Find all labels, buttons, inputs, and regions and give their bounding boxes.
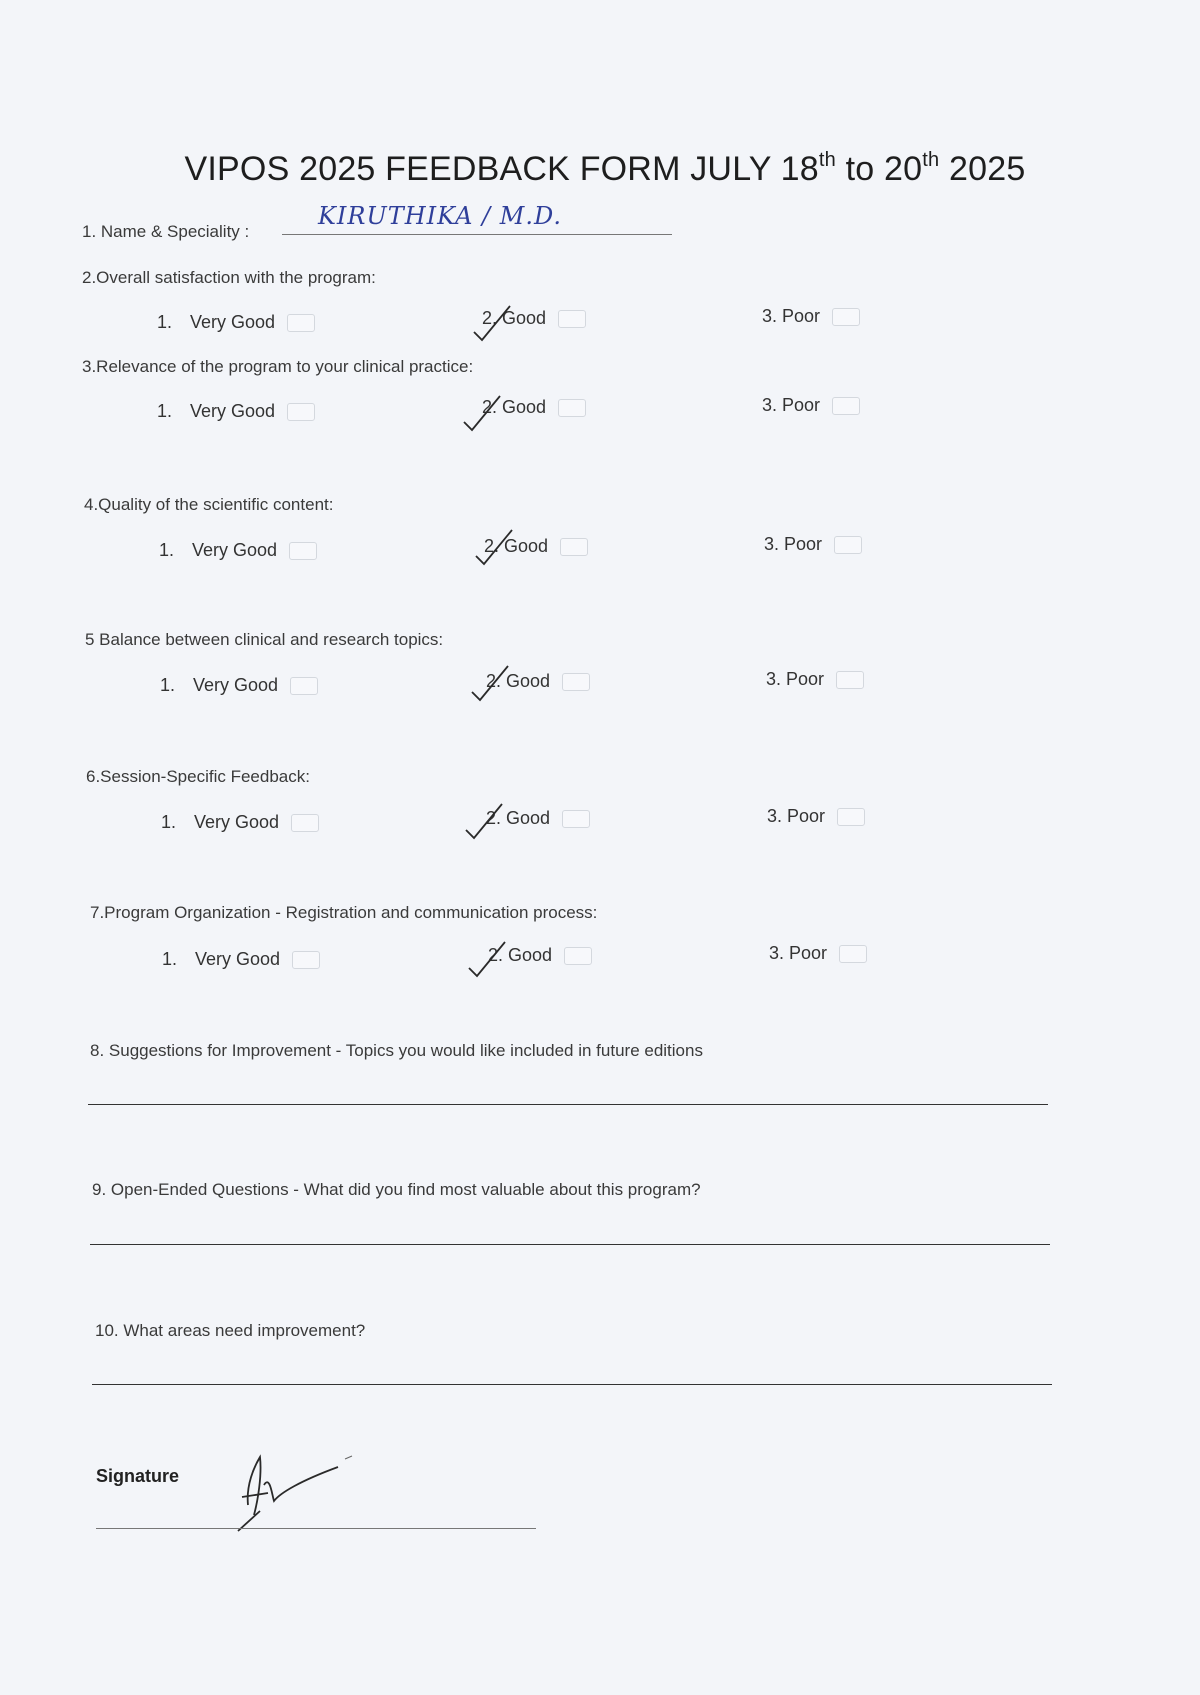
option-label: Very Good bbox=[194, 812, 280, 832]
option-label: Very Good bbox=[193, 675, 279, 695]
option-label: 3. Poor bbox=[766, 669, 825, 689]
q7-checkmark-icon bbox=[465, 938, 509, 982]
option-number: 1. bbox=[157, 401, 173, 421]
option-label: 3. Poor bbox=[762, 306, 821, 326]
question-6-label: 6.Session-Specific Feedback: bbox=[86, 767, 310, 786]
option-label: Very Good bbox=[195, 949, 281, 969]
q4-good-checkbox[interactable] bbox=[560, 538, 588, 556]
q5-poor-checkbox[interactable] bbox=[836, 671, 864, 689]
q2-good-checkbox[interactable] bbox=[558, 310, 586, 328]
q6-checkmark-icon bbox=[462, 800, 506, 844]
option-label: 2. Good bbox=[486, 671, 551, 691]
option-label: 2. Good bbox=[484, 536, 549, 556]
option-label: Very Good bbox=[192, 540, 278, 560]
question-9-label: 9. Open-Ended Questions - What did you find most valuable about this program? bbox=[92, 1180, 701, 1199]
q3-option-very-good[interactable] bbox=[157, 401, 315, 422]
option-number: 1. bbox=[162, 949, 178, 969]
option-label: 2. Good bbox=[482, 397, 547, 417]
q3-checkmark-icon bbox=[460, 392, 504, 436]
question-3-label: 3.Relevance of the program to your clinical practice: bbox=[82, 357, 474, 376]
q2-option-poor[interactable] bbox=[762, 306, 860, 327]
q6-good-checkbox[interactable] bbox=[562, 810, 590, 828]
q8-answer-line[interactable] bbox=[88, 1104, 1048, 1105]
signature-label: Signature bbox=[96, 1466, 180, 1486]
q4-option-very-good[interactable] bbox=[159, 540, 317, 561]
q6-very-good-checkbox[interactable] bbox=[291, 814, 319, 832]
q7-option-poor[interactable] bbox=[769, 943, 867, 964]
question-4-label: 4.Quality of the scientific content: bbox=[84, 495, 334, 514]
q5-option-poor[interactable] bbox=[766, 669, 864, 690]
option-label: 3. Poor bbox=[769, 943, 828, 963]
q4-poor-checkbox[interactable] bbox=[834, 536, 862, 554]
q4-very-good-checkbox[interactable] bbox=[289, 542, 317, 560]
q4-option-poor[interactable] bbox=[764, 534, 862, 555]
q4-checkmark-icon bbox=[472, 526, 516, 570]
q7-very-good-checkbox[interactable] bbox=[292, 951, 320, 969]
option-number: 1. bbox=[160, 675, 176, 695]
option-number: 1. bbox=[159, 540, 175, 560]
option-number: 1. bbox=[157, 312, 173, 332]
question-8-label: 8. Suggestions for Improvement - Topics you would like included in future editions bbox=[90, 1041, 703, 1060]
option-label: 2. Good bbox=[482, 308, 547, 328]
q5-option-very-good[interactable] bbox=[160, 675, 318, 696]
option-label: 2. Good bbox=[488, 945, 553, 965]
option-number: 1. bbox=[161, 812, 177, 832]
question-10-label: 10. What areas need improvement? bbox=[95, 1321, 366, 1340]
option-label: 2. Good bbox=[486, 808, 551, 828]
q10-answer-line[interactable] bbox=[92, 1384, 1052, 1385]
option-label: 3. Poor bbox=[767, 806, 826, 826]
q6-option-poor[interactable] bbox=[767, 806, 865, 827]
q9-answer-line[interactable] bbox=[90, 1244, 1050, 1245]
option-label: Very Good bbox=[190, 312, 276, 332]
question-7-label: 7.Program Organization - Registration and communication process: bbox=[90, 903, 598, 922]
q2-poor-checkbox[interactable] bbox=[832, 308, 860, 326]
question-2-label: 2.Overall satisfaction with the program: bbox=[82, 268, 376, 287]
q5-good-checkbox[interactable] bbox=[562, 673, 590, 691]
q3-good-checkbox[interactable] bbox=[558, 399, 586, 417]
q3-option-poor[interactable] bbox=[762, 395, 860, 416]
q3-poor-checkbox[interactable] bbox=[832, 397, 860, 415]
name-speciality-label: 1. Name & Speciality : bbox=[82, 222, 250, 241]
option-label: 3. Poor bbox=[762, 395, 821, 415]
q7-option-very-good[interactable] bbox=[162, 949, 320, 970]
q2-very-good-checkbox[interactable] bbox=[287, 314, 315, 332]
q2-checkmark-icon bbox=[470, 302, 514, 346]
option-label: 3. Poor bbox=[764, 534, 823, 554]
q6-poor-checkbox[interactable] bbox=[837, 808, 865, 826]
form-title: VIPOS 2025 FEEDBACK FORM JULY 18th to 20th 2025 bbox=[184, 148, 1026, 188]
q5-very-good-checkbox[interactable] bbox=[290, 677, 318, 695]
q7-good-checkbox[interactable] bbox=[564, 947, 592, 965]
option-label: Very Good bbox=[190, 401, 276, 421]
q2-option-very-good[interactable] bbox=[157, 312, 315, 333]
q7-poor-checkbox[interactable] bbox=[839, 945, 867, 963]
name-underline bbox=[282, 234, 672, 235]
question-5-label: 5 Balance between clinical and research topics: bbox=[85, 630, 444, 649]
name-handwritten-value: KIRUTHIKA / M.D. bbox=[318, 202, 562, 230]
q5-checkmark-icon bbox=[468, 662, 512, 706]
signature-scribble bbox=[220, 1445, 360, 1535]
q6-option-very-good[interactable] bbox=[161, 812, 319, 833]
q3-very-good-checkbox[interactable] bbox=[287, 403, 315, 421]
signature-line[interactable] bbox=[96, 1528, 536, 1529]
